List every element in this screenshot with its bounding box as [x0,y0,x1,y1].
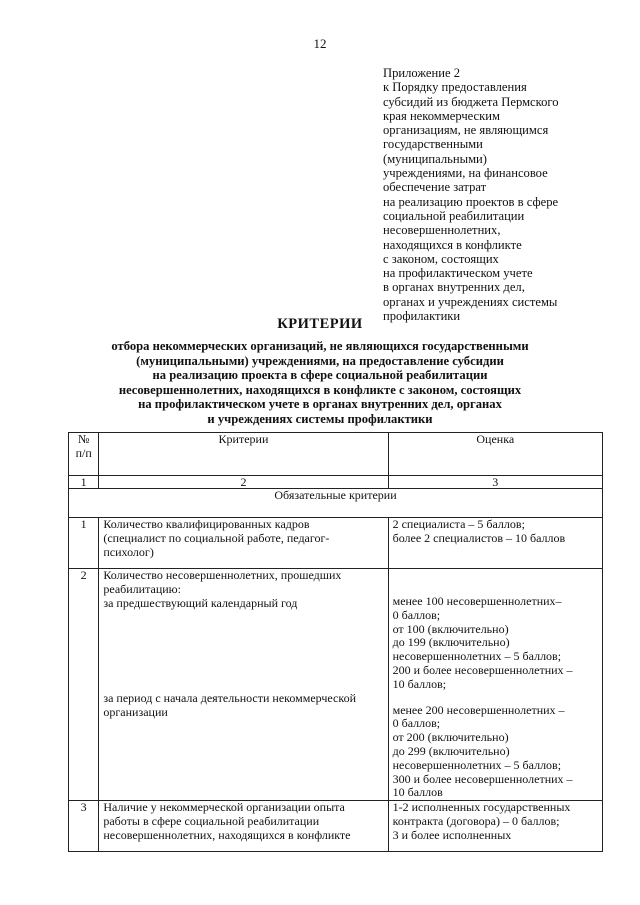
score-line: от 200 (включительно) [392,730,509,745]
criteria-line: психолог) [103,544,154,559]
appendix-line: несовершеннолетних, [383,223,501,238]
appendix-line: государственными [383,137,483,152]
appendix-line: на реализацию проектов в сфере [383,194,559,209]
criteria-line: Количество квалифицированных кадров [103,517,310,531]
section-title: Обязательные критерии [69,489,603,518]
score-line: менее 100 несовершеннолетних– [392,594,562,608]
criteria-line: Наличие у некоммерческой организации опыта [103,800,345,815]
score-line: 1-2 исполненных государственных [392,800,571,815]
subtitle-line: и учреждениях системы профилактики [207,411,433,426]
criteria-line: Количество несовершеннолетних, прошедших [103,568,342,582]
score-line: 10 баллов [392,785,443,800]
score-cell [388,569,602,801]
subtitle-line: на реализацию проекта в сфере социальной реабилитации [152,368,488,383]
criteria-cell [99,518,388,569]
document-subtitle [40,339,600,427]
subtitle-line: несовершеннолетних, находящихся в конфликте с законом, состоящих [118,382,522,397]
score-line: контракта (договора) – 0 баллов; [392,813,560,828]
score-line: от 100 (включительно) [392,621,509,636]
score-line: несовершеннолетних – 5 баллов; [392,757,562,772]
appendix-line: социальной реабилитации [383,208,525,223]
header-number: № п/п [69,433,99,476]
appendix-line: (муниципальными) [383,151,487,166]
score-line: до 299 (включительно) [392,743,510,758]
appendix-line: профилактики [383,309,461,324]
subtitle-line: на профилактическом учете в органах внутренних дел, органах [138,397,502,412]
criteria-table [68,432,603,852]
score-line: менее 200 несовершеннолетних – [392,702,565,717]
table-row [69,569,603,801]
appendix-line: на профилактическом учете [383,266,533,281]
row-number: 1 [69,518,99,569]
score-line: 10 баллов; [392,676,447,691]
appendix-line: в органах внутренних дел, [383,280,525,295]
appendix-line: организациям, не являющимся [383,123,549,138]
table-row [69,518,603,569]
column-index-row [69,476,603,489]
appendix-line: обеспечение затрат [383,180,487,195]
criteria-line: работы в сфере социальной реабилитации [103,813,320,828]
column-index: 1 [69,476,99,489]
criteria-cell [99,801,388,852]
score-line: 2 специалиста – 5 баллов; [392,517,525,531]
appendix-line: Приложение 2 [383,66,461,80]
score-line: 0 баллов; [392,716,441,731]
table-row [69,801,603,852]
appendix-line: к Порядку предоставления [383,80,527,95]
appendix-line: учреждениями, на финансовое [383,166,548,181]
appendix-line: с законом, состоящих [383,251,499,266]
appendix-line: органах и учреждениях системы [383,294,558,309]
score-line: 3 и более исполненных [392,827,512,842]
row-number: 2 [69,569,99,801]
criteria-line: за период с начала деятельности некоммерческой [103,691,357,706]
score-line: более 2 специалистов – 10 баллов [392,530,566,545]
appendix-line: находящихся в конфликте [383,237,522,252]
score-cell [388,518,602,569]
column-index: 3 [388,476,602,489]
header-score: Оценка [388,433,602,476]
appendix-line: субсидий из бюджета Пермского [383,94,559,109]
table-header-row [69,433,603,476]
criteria-line: несовершеннолетних, находящихся в конфликте [103,827,351,842]
subtitle-line: отбора некоммерческих организаций, не являющихся государственными [111,339,529,353]
criteria-line: реабилитацию: [103,581,181,596]
header-criteria: Критерии [99,433,388,476]
appendix-line: края некоммерческим [383,108,500,123]
subtitle-line: (муниципальными) учреждениями, на предоставление субсидии [136,353,504,368]
criteria-line: за предшествующий календарный год [103,595,298,610]
score-line: до 199 (включительно) [392,635,510,650]
criteria-line: организации [103,705,168,720]
criteria-cell [99,569,388,801]
criteria-line: (специалист по социальной работе, педагог- [103,530,330,545]
page-number: 12 [313,36,327,51]
row-number: 3 [69,801,99,852]
score-line: 0 баллов; [392,607,441,622]
score-line: несовершеннолетних – 5 баллов; [392,649,562,664]
section-row [69,489,603,518]
score-cell [388,801,602,852]
column-index: 2 [99,476,388,489]
appendix-reference [383,66,613,323]
document-title: КРИТЕРИИ [277,316,363,332]
score-line: 300 и более несовершеннолетних – [392,771,573,786]
score-line: 200 и более несовершеннолетних – [392,662,573,677]
